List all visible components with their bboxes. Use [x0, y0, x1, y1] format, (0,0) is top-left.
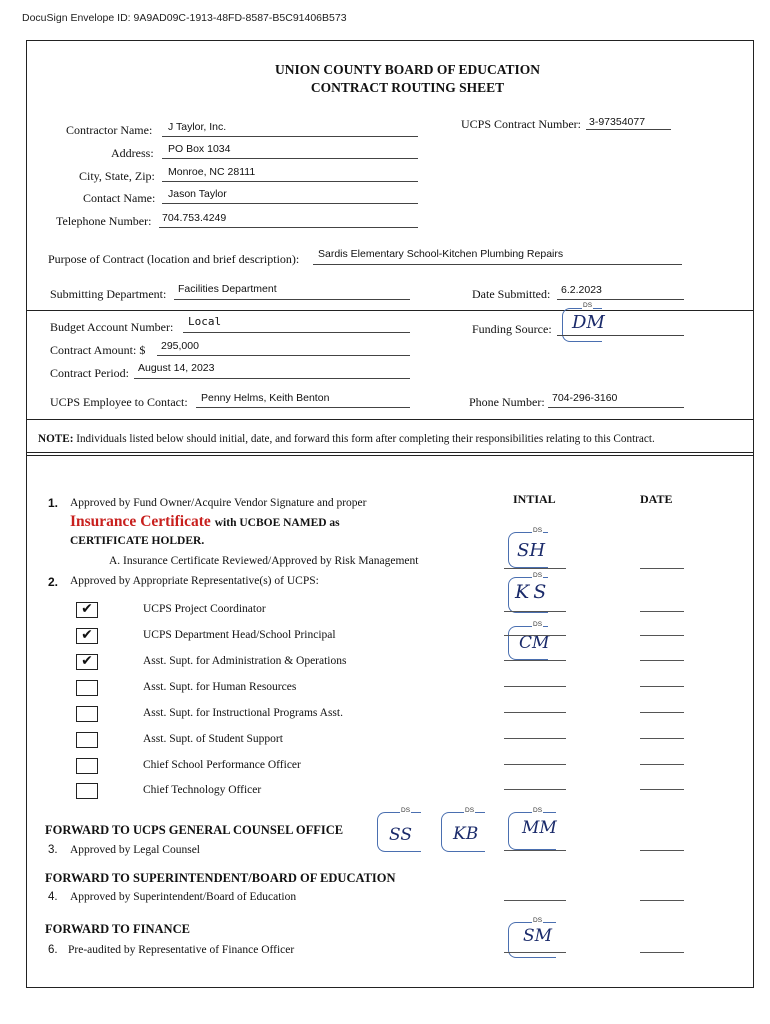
- funding-source-line: [557, 335, 684, 336]
- contact-name-line: [162, 203, 418, 204]
- student-support-initial-line: [504, 738, 566, 739]
- phone-number-value[interactable]: 704-296-3160: [552, 392, 618, 404]
- contract-period-line: [134, 378, 410, 379]
- contract-amount-value[interactable]: 295,000: [161, 340, 199, 352]
- form-title-org: UNION COUNTY BOARD OF EDUCATION: [274, 62, 540, 77]
- note-text: Individuals listed below should initial, date, and forward this form after completing their responsibilities relating to this Contract.: [76, 433, 655, 445]
- contractor-name-label: Contractor Name:: [66, 123, 153, 137]
- note-prefix: NOTE:: [38, 433, 74, 445]
- dept-head-ds-tag: DS: [533, 621, 543, 628]
- risk-signature[interactable]: SH: [517, 540, 546, 561]
- date-column-header: DATE: [640, 492, 673, 506]
- department-label: Submitting Department:: [50, 287, 167, 301]
- item-school-performance: Chief School Performance Officer: [143, 759, 301, 771]
- insurance-certificate-text: Insurance Certificate: [70, 513, 211, 530]
- step4-text: Approved by Superintendent/Board of Education: [70, 891, 297, 903]
- initial-column-header: INTIAL: [513, 492, 556, 506]
- hr-date-line: [640, 686, 684, 687]
- contract-period-label: Contract Period:: [50, 366, 129, 380]
- counsel-c-signature[interactable]: MM: [522, 818, 557, 838]
- contractor-name-value[interactable]: J Taylor, Inc.: [168, 121, 227, 133]
- date-submitted-label: Date Submitted:: [472, 287, 551, 301]
- counsel-a-signature[interactable]: SS: [389, 825, 412, 845]
- funding-ds-tag: DS: [583, 302, 593, 309]
- certificate-holder-text: CERTIFICATE HOLDER.: [70, 535, 205, 547]
- student-support-date-line: [640, 738, 684, 739]
- telephone-value[interactable]: 704.753.4249: [162, 212, 227, 224]
- step1-insurance-line: [70, 513, 340, 531]
- checkbox-instructional-programs[interactable]: [76, 706, 98, 722]
- coordinator-date-line: [640, 611, 684, 612]
- purpose-line: [313, 264, 682, 265]
- step3-text: Approved by Legal Counsel: [70, 844, 200, 856]
- funding-source-label: Funding Source:: [472, 322, 552, 336]
- department-value[interactable]: Facilities Department: [178, 283, 277, 295]
- coordinator-initial-line: [504, 611, 566, 612]
- counsel-initial-line: [504, 850, 566, 851]
- checkbox-student-support[interactable]: [76, 732, 98, 748]
- counsel-a-ds-tag: DS: [401, 807, 411, 814]
- superintendent-initial-line: [504, 900, 566, 901]
- contract-amount-label: Contract Amount: $: [50, 343, 146, 357]
- coordinator-signature[interactable]: KS: [515, 581, 551, 603]
- checkbox-admin-operations[interactable]: ✔: [76, 654, 98, 670]
- dept-head-signature[interactable]: CM: [519, 633, 550, 653]
- instructional-date-line: [640, 712, 684, 713]
- superintendent-heading: FORWARD TO SUPERINTENDENT/BOARD OF EDUCATION: [45, 871, 396, 885]
- address-line: [162, 158, 418, 159]
- hr-initial-line: [504, 686, 566, 687]
- counsel-b-signature[interactable]: KB: [453, 824, 479, 844]
- phone-number-line: [548, 407, 684, 408]
- department-line: [174, 299, 410, 300]
- contract-period-value[interactable]: August 14, 2023: [138, 362, 215, 374]
- finance-heading: FORWARD TO FINANCE: [45, 922, 190, 936]
- contract-number-line: [586, 129, 671, 130]
- step6-number: 6.: [48, 944, 58, 956]
- finance-signature[interactable]: SM: [523, 926, 553, 946]
- employee-contact-line: [196, 407, 410, 408]
- technology-date-line: [640, 789, 684, 790]
- dept-head-date-line: [640, 635, 684, 636]
- step1-number: 1.: [48, 496, 59, 510]
- note-divider-bottom: [26, 452, 754, 456]
- risk-ds-tag: DS: [533, 527, 543, 534]
- purpose-value[interactable]: Sardis Elementary School-Kitchen Plumbing Repairs: [318, 248, 564, 260]
- step4-number: 4.: [48, 891, 58, 903]
- step6-text: Pre-audited by Representative of Finance Officer: [68, 944, 295, 956]
- checkbox-human-resources[interactable]: [76, 680, 98, 696]
- finance-ds-tag: DS: [533, 917, 543, 924]
- school-performance-initial-line: [504, 764, 566, 765]
- item-project-coordinator: UCPS Project Coordinator: [143, 603, 266, 615]
- counsel-heading: FORWARD TO UCPS GENERAL COUNSEL OFFICE: [45, 823, 344, 837]
- item-instructional-programs: Asst. Supt. for Instructional Programs Asst.: [143, 707, 343, 719]
- section-divider: [26, 310, 754, 311]
- contractor-name-line: [162, 136, 418, 137]
- step1-with-named: with UCBOE NAMED as: [214, 517, 340, 529]
- contract-number-value[interactable]: 3-97354077: [589, 116, 646, 128]
- technology-initial-line: [504, 789, 566, 790]
- phone-number-label: Phone Number:: [469, 395, 545, 409]
- item-department-head: UCPS Department Head/School Principal: [143, 629, 336, 641]
- counsel-b-ds-tag: DS: [465, 807, 475, 814]
- counsel-c-ds-tag: DS: [533, 807, 543, 814]
- purpose-label: Purpose of Contract (location and brief description):: [48, 252, 300, 266]
- risk-initial-line: [504, 568, 566, 569]
- date-submitted-value[interactable]: 6.2.2023: [561, 284, 602, 296]
- telephone-label: Telephone Number:: [56, 214, 152, 228]
- employee-contact-value[interactable]: Penny Helms, Keith Benton: [201, 392, 330, 404]
- dept-head-initial-line: [504, 635, 566, 636]
- instructional-initial-line: [504, 712, 566, 713]
- item-technology-officer: Chief Technology Officer: [143, 784, 262, 796]
- telephone-line: [159, 227, 418, 228]
- item-student-support: Asst. Supt. of Student Support: [143, 733, 283, 745]
- step2-text: Approved by Appropriate Representative(s) of UCPS:: [70, 575, 319, 587]
- budget-account-value[interactable]: Local: [188, 315, 222, 328]
- step1-sub-item: A. Insurance Certificate Reviewed/Approved by Risk Management: [109, 555, 419, 567]
- city-value[interactable]: Monroe, NC 28111: [168, 166, 256, 178]
- step3-number: 3.: [48, 844, 58, 856]
- budget-account-line: [183, 332, 410, 333]
- checkbox-project-coordinator[interactable]: ✔: [76, 602, 98, 618]
- checkbox-school-performance[interactable]: [76, 758, 98, 774]
- contract-amount-line: [157, 355, 410, 356]
- envelope-id: DocuSign Envelope ID: 9A9AD09C-1913-48FD-8587-B5C91406B573: [22, 12, 347, 24]
- risk-date-line: [640, 568, 684, 569]
- checkbox-department-head[interactable]: ✔: [76, 628, 98, 644]
- step2-number: 2.: [48, 575, 59, 589]
- date-submitted-line: [557, 299, 684, 300]
- admin-ops-date-line: [640, 660, 684, 661]
- contact-name-label: Contact Name:: [83, 191, 156, 205]
- school-performance-date-line: [640, 764, 684, 765]
- employee-contact-label: UCPS Employee to Contact:: [50, 395, 188, 409]
- superintendent-date-line: [640, 900, 684, 901]
- city-label: City, State, Zip:: [79, 169, 155, 183]
- item-human-resources: Asst. Supt. for Human Resources: [143, 681, 297, 693]
- admin-ops-initial-line: [504, 660, 566, 661]
- form-title-sheet: CONTRACT ROUTING SHEET: [310, 80, 505, 95]
- checkbox-technology-officer[interactable]: [76, 783, 98, 799]
- budget-account-label: Budget Account Number:: [50, 320, 174, 334]
- contract-number-label: UCPS Contract Number:: [461, 117, 581, 131]
- funding-signature[interactable]: DM: [572, 312, 605, 333]
- finance-date-line: [640, 952, 684, 953]
- coordinator-ds-tag: DS: [533, 572, 543, 579]
- contact-name-value[interactable]: Jason Taylor: [168, 188, 227, 200]
- note: [38, 433, 655, 445]
- note-divider-top: [26, 419, 754, 420]
- city-line: [162, 181, 418, 182]
- item-admin-operations: Asst. Supt. for Administration & Operations: [143, 655, 347, 667]
- finance-initial-line: [504, 952, 566, 953]
- counsel-date-line: [640, 850, 684, 851]
- address-label: Address:: [111, 146, 154, 160]
- address-value[interactable]: PO Box 1034: [168, 143, 231, 155]
- step1-text: Approved by Fund Owner/Acquire Vendor Signature and proper: [70, 497, 367, 509]
